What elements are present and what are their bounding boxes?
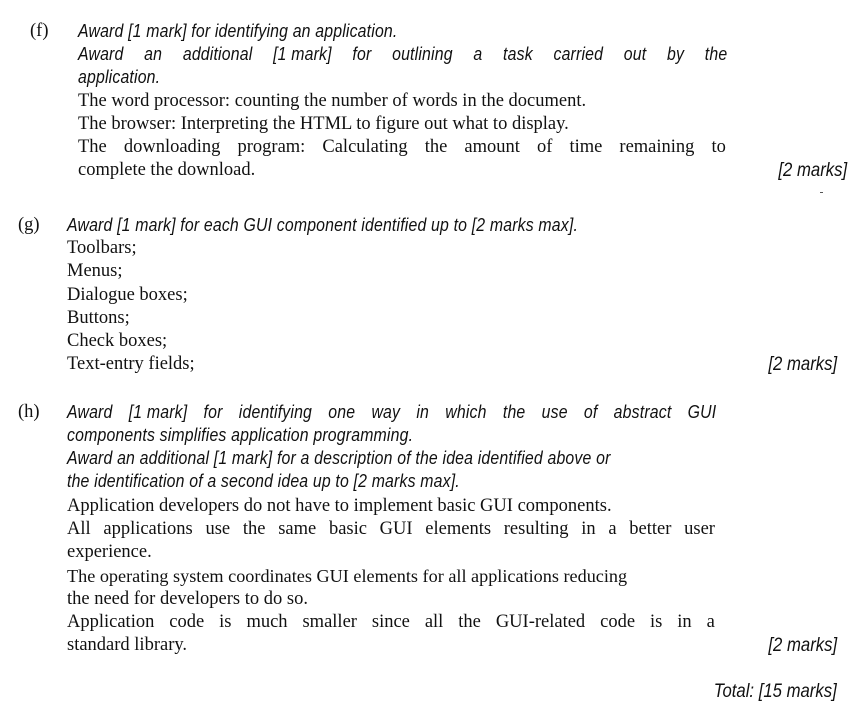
- word: one: [328, 402, 356, 422]
- section-g-item: Check boxes;: [67, 331, 168, 351]
- word: in: [581, 519, 596, 539]
- word: to: [711, 137, 726, 157]
- word: GUI-related: [495, 612, 586, 632]
- word: an: [144, 44, 163, 64]
- word: a: [608, 519, 617, 539]
- word: [1 mark]: [273, 44, 332, 64]
- section-f-answer-2: The browser: Interpreting the HTML to figure out what to display.: [78, 114, 569, 134]
- word: in: [677, 612, 692, 632]
- section-f-answer-3-end: complete the download.: [78, 160, 256, 180]
- word: of: [536, 137, 553, 157]
- section-h-label: (h): [18, 402, 40, 422]
- section-g-instruction: Award [1 mark] for each GUI component identified up to [2 marks max].: [67, 215, 579, 235]
- word: use: [205, 519, 231, 539]
- word: use: [541, 402, 568, 422]
- word: basic: [328, 519, 367, 539]
- word: all: [424, 612, 444, 632]
- word: amount: [464, 137, 520, 157]
- word: of: [583, 402, 598, 422]
- word: applications: [103, 519, 193, 539]
- word: is: [219, 612, 232, 632]
- word: elements: [425, 519, 492, 539]
- section-f-answer-3: [78, 136, 726, 159]
- section-h-answer-4-end: standard library.: [67, 635, 188, 655]
- word: the: [704, 44, 728, 64]
- word: outlining: [392, 44, 453, 64]
- word: much: [246, 612, 288, 632]
- word: [1 mark]: [128, 402, 188, 422]
- word: in: [416, 402, 430, 422]
- word: The: [78, 137, 107, 157]
- word: since: [371, 612, 410, 632]
- section-g-item: Text-entry fields;: [67, 354, 195, 374]
- word: Application: [67, 612, 155, 632]
- word: the: [424, 137, 448, 157]
- section-h-answer-1: Application developers do not have to implement basic GUI components.: [67, 496, 612, 516]
- section-h-instruction-2: Award an additional [1 mark] for a description of the idea identified above or: [67, 448, 611, 468]
- word: out: [623, 44, 647, 64]
- section-h-instruction-2-end: the identification of a second idea up to [2 marks max].: [67, 471, 460, 491]
- section-g-item: Buttons;: [67, 308, 130, 328]
- word: downloading: [123, 137, 221, 157]
- word: resulting: [503, 519, 569, 539]
- word: Award: [67, 402, 113, 422]
- word: is: [650, 612, 663, 632]
- word: task: [503, 44, 533, 64]
- word: which: [445, 402, 487, 422]
- stray-mark: [820, 192, 823, 193]
- word: smaller: [302, 612, 357, 632]
- section-f-marks: [2 marks]: [778, 160, 847, 181]
- word: All: [67, 519, 91, 539]
- word: for: [352, 44, 372, 64]
- word: code: [169, 612, 205, 632]
- word: the: [458, 612, 481, 632]
- section-g-item: Menus;: [67, 261, 123, 281]
- word: Calculating: [322, 137, 408, 157]
- section-f-label: (f): [30, 21, 49, 41]
- section-h-answer-4: [67, 611, 715, 634]
- word: time: [569, 137, 603, 157]
- word: a: [473, 44, 483, 64]
- section-h-marks: [2 marks]: [768, 635, 837, 656]
- word: better: [629, 519, 672, 539]
- word: the: [242, 519, 266, 539]
- word: program:: [237, 137, 306, 157]
- section-h-instruction-1: [67, 401, 716, 424]
- word: identifying: [238, 402, 313, 422]
- section-f-instruction-2: [78, 43, 727, 66]
- word: for: [203, 402, 223, 422]
- word: user: [684, 519, 715, 539]
- word: the: [502, 402, 526, 422]
- word: remaining: [619, 137, 695, 157]
- section-g-marks: [2 marks]: [768, 354, 837, 375]
- section-g-item: Dialogue boxes;: [67, 285, 188, 305]
- word: same: [278, 519, 317, 539]
- section-f-instruction-2-end: application.: [78, 67, 161, 87]
- section-g-label: (g): [18, 215, 40, 235]
- word: way: [371, 402, 401, 422]
- word: carried: [553, 44, 604, 64]
- word: by: [667, 44, 685, 64]
- section-f-instruction-1: Award [1 mark] for identifying an application.: [78, 21, 398, 41]
- word: additional: [182, 44, 253, 64]
- word: abstract: [613, 402, 672, 422]
- total-marks: Total: [15 marks]: [714, 681, 837, 702]
- section-g-item: Toolbars;: [67, 238, 137, 258]
- section-h-answer-3-end: the need for developers to do so.: [67, 589, 308, 609]
- section-h-answer-2-end: experience.: [67, 542, 152, 562]
- word: code: [600, 612, 636, 632]
- word: Award: [78, 44, 124, 64]
- section-h-instruction-1-end: components simplifies application programming.: [67, 425, 414, 445]
- word: a: [706, 612, 715, 632]
- word: GUI: [379, 519, 413, 539]
- section-f-answer-1: The word processor: counting the number of words in the document.: [78, 91, 587, 111]
- section-h-answer-2: [67, 518, 715, 541]
- section-h-answer-3: The operating system coordinates GUI elements for all applications reducing: [67, 566, 628, 586]
- word: GUI: [687, 402, 717, 422]
